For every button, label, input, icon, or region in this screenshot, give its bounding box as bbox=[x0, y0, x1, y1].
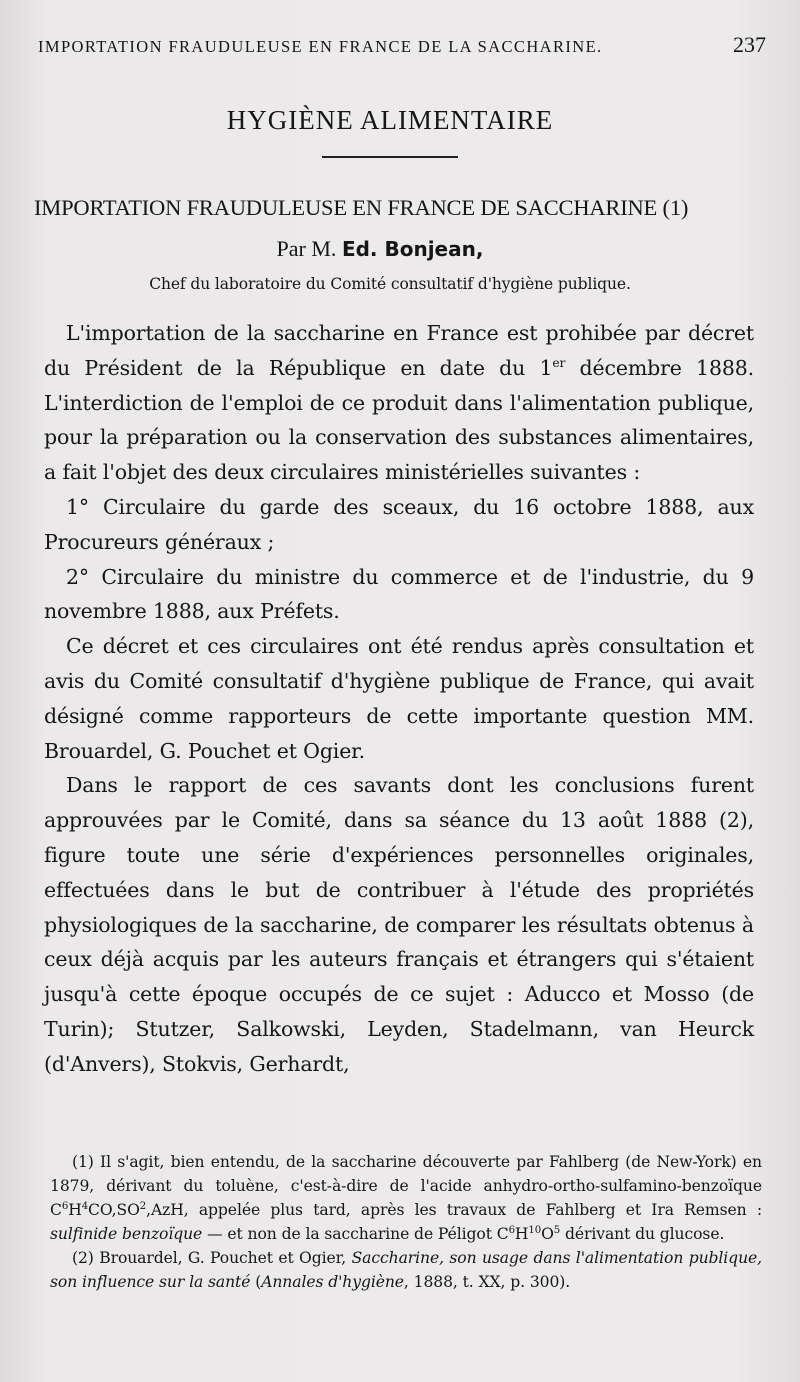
formula-sup: 6 bbox=[61, 1200, 69, 1212]
footnote-1 bbox=[50, 1150, 762, 1246]
title-divider bbox=[322, 156, 458, 158]
footnote-2-text-c: , 1888, t. XX, p. 300). bbox=[403, 1273, 571, 1291]
footnote-2 bbox=[50, 1246, 762, 1294]
footnote-1-text-a: (1) Il s'agit, bien entendu, de la saccharine découverte par Fahlberg (de New-York) en 1879, dérivant du toluène, c'est-à-dire de l'acide anhydro-ortho-sulfamino-benzoïque C bbox=[50, 1153, 762, 1219]
paragraph-1-superscript: er bbox=[552, 355, 566, 370]
running-head bbox=[38, 32, 766, 62]
section-title: HYGIÈNE ALIMENTAIRE bbox=[226, 105, 554, 135]
author-name: Ed. Bonjean, bbox=[341, 237, 484, 261]
article-title: IMPORTATION FRAUDULEUSE EN FRANCE DE SACCHARINE (1) bbox=[34, 195, 689, 220]
footnotes bbox=[50, 1150, 762, 1294]
footnote-1-text-b: ,AzH, appelée plus tard, après les travaux de Fahlberg et Ira Remsen : bbox=[146, 1201, 762, 1219]
paragraph-1-text-b: décembre 1888. L'interdiction de l'emploi de ce produit dans l'alimentation publique, pour la préparation ou la conservation des substances alimentaires, a fait l'objet des deux circulaires ministérielles suivantes : bbox=[44, 355, 754, 485]
footnote-2-text-b: ( bbox=[250, 1273, 262, 1291]
author-line bbox=[0, 236, 760, 262]
footnote-2-italic: Saccharine, son usage dans l'alimentation publique, son influence sur la santé bbox=[50, 1249, 762, 1291]
author-affiliation: Chef du laboratoire du Comité consultatif d'hygiène publique. bbox=[149, 275, 631, 293]
page-number: 237 bbox=[733, 32, 766, 57]
formula-text: H bbox=[514, 1225, 529, 1243]
running-head-title: IMPORTATION FRAUDULEUSE EN FRANCE DE LA SACCHARINE. bbox=[38, 37, 603, 56]
formula-sup: 10 bbox=[528, 1224, 542, 1236]
paragraph-3: 2° Circulaire du ministre du commerce et de l'industrie, du 9 novembre 1888, aux Préfets. bbox=[44, 564, 754, 624]
footnote-2-italic-journal: Annales d'hygiène bbox=[261, 1273, 404, 1291]
formula-text: H bbox=[68, 1201, 82, 1219]
paragraph-1-text-a: L'importation de la saccharine en France est prohibée par décret du Président de la République en date du 1 bbox=[44, 321, 754, 380]
footnote-2-text-a: (2) Brouardel, G. Pouchet et Ogier, bbox=[72, 1249, 352, 1267]
footnote-1-text-c: — et non de la saccharine de Péligot C bbox=[202, 1225, 509, 1243]
paragraph-2: 1° Circulaire du garde des sceaux, du 16 octobre 1888, aux Procureurs généraux ; bbox=[44, 494, 754, 554]
paragraph-5: Dans le rapport de ces savants dont les conclusions furent approuvées par le Comité, dans sa séance du 13 août 1888 (2), figure toute une série d'expériences personnelles originales, effectuées dans le but de contribuer à l'étude des propriétés physiologiques de la saccharine, de comparer les résultats obtenus à ceux déjà acquis par les auteurs français et étrangers qui s'étaient jusqu'à cette époque occupés de ce sujet : Aducco et Mosso (de Turin); Stutzer, Salkowski, Leyden, Stadelmann, van Heurck (d'Anvers), Stokvis, Gerhardt, bbox=[44, 773, 754, 1076]
formula-sup: 4 bbox=[81, 1200, 89, 1212]
footnote-1-italic: sulfinide benzoïque bbox=[50, 1225, 203, 1243]
paragraph-1 bbox=[44, 316, 754, 490]
formula-text: CO,SO bbox=[88, 1201, 140, 1219]
formula-sup: 2 bbox=[139, 1200, 147, 1212]
formula-text: O bbox=[541, 1225, 554, 1243]
formula-sup: 5 bbox=[553, 1224, 561, 1236]
footnote-1-text-d: dérivant du glucose. bbox=[560, 1225, 725, 1243]
author-prefix: Par M. bbox=[276, 236, 342, 261]
formula-sup: 6 bbox=[508, 1224, 515, 1236]
article-body bbox=[44, 316, 754, 1082]
paragraph-4: Ce décret et ces circulaires ont été rendus après consultation et avis du Comité consultatif d'hygiène publique de France, qui avait désigné comme rapporteurs de cette importante question MM. Brouardel, G. Pouchet et Ogier. bbox=[44, 634, 754, 763]
